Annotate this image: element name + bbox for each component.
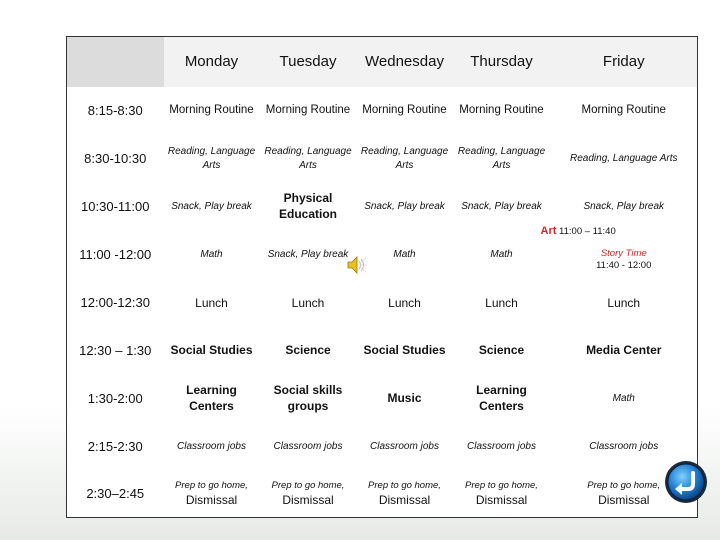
activity-cell: Classroom jobs [370,440,439,452]
activity-cell: Snack, Play break [364,200,445,212]
activity-cell [260,471,357,518]
dismissal-text: Dismissal [185,492,238,507]
art-line [541,225,616,237]
activity-cell: Science [285,342,331,357]
prep-text: Prep to go home, [587,480,661,492]
time-cell: 8:15-8:30 [87,103,143,118]
activity-cell: Social skills groups [273,382,343,413]
header-row [67,37,698,87]
activity-cell: Lunch [607,295,641,310]
day-monday: Monday [164,37,260,87]
time-cell: 12:30 – 1:30 [79,343,152,358]
day-tuesday: Tuesday [260,37,357,87]
dismissal-text: Dismissal [475,492,528,507]
story-label: Story Time [600,247,647,259]
art-label: Art [540,224,557,237]
activity-cell: Music [387,390,422,405]
activity-cell: Learning Centers [476,382,527,413]
activity-cell: Morning Routine [169,104,254,117]
dismissal-text: Dismissal [598,492,650,507]
activity-cell: Classroom jobs [589,440,659,452]
activity-cell: Physical Education [278,190,337,221]
activity-cell: Snack, Play break [267,248,349,260]
day-thursday: Thursday [453,37,551,87]
table-row [67,183,698,231]
time-cell: 2:30–2:45 [86,486,145,502]
schedule-table [66,36,698,518]
activity-cell: Classroom jobs [177,440,246,452]
day-wednesday: Wednesday [357,37,453,87]
dismissal-text: Dismissal [282,492,334,507]
activity-cell: Snack, Play break [171,200,252,212]
activity-cell: Lunch [485,295,518,310]
friday-split [540,224,698,279]
activity-cell [357,471,453,518]
activity-cell: Classroom jobs [467,440,536,452]
activity-cell: Math [612,392,635,404]
activity-cell: Media Center [586,342,662,357]
activity-cell: Morning Routine [581,104,666,117]
activity-cell: Science [478,342,525,357]
activity-cell: Math [490,248,513,260]
activity-cell [164,471,260,518]
table-row [67,471,698,518]
table-row [67,135,698,183]
activity-cell: Reading, Language Arts [360,146,449,171]
day-friday: Friday [551,37,698,87]
prep-text: Prep to go home, [368,480,441,492]
activity-cell: Reading, Language Arts [457,146,546,171]
activity-cell: Lunch [291,295,325,310]
activity-cell: Reading, Language Arts [264,146,352,171]
table-row [67,87,698,135]
activity-cell: Math [393,248,416,260]
table-row [67,279,698,327]
activity-cell: Lunch [195,295,228,310]
story-time: 11:40 - 12:00 [596,260,652,272]
art-time: 11:00 – 11:40 [559,225,616,237]
speaker-icon[interactable] [346,254,368,276]
time-cell: 12:00-12:30 [80,295,150,310]
table-row [67,375,698,423]
activity-cell: Learning Centers [186,382,237,413]
table-row [67,423,698,471]
prep-text: Prep to go home, [175,480,248,492]
activity-cell: Social Studies [170,342,253,357]
activity-cell: Classroom jobs [273,440,343,452]
activity-cell: Morning Routine [265,104,351,117]
activity-cell: Lunch [388,295,421,310]
activity-cell: Reading, Language Arts [167,146,256,171]
activity-cell: Social Studies [363,342,446,357]
friday-split-cell [540,224,698,279]
time-cell: 2:15-2:30 [87,439,143,454]
activity-cell: Snack, Play break [583,200,665,212]
prep-text: Prep to go home, [271,480,345,492]
activity-cell: Reading, Language Arts [570,152,678,164]
return-arrow-icon[interactable] [664,460,708,504]
prep-text: Prep to go home, [465,480,538,492]
activity-cell: Snack, Play break [461,200,542,212]
activity-cell [453,471,551,518]
time-cell: 8:30-10:30 [84,151,147,166]
dismissal-text: Dismissal [378,492,431,507]
time-cell: 11:00 -12:00 [79,247,152,262]
corner-cell [67,37,164,87]
activity-cell: Math [200,248,223,260]
table-row [67,231,698,279]
activity-cell: Morning Routine [459,104,544,117]
activity-cell: Morning Routine [362,104,447,117]
time-cell: 10:30-11:00 [81,199,150,214]
table-row [67,327,698,375]
story-time-block [551,248,698,273]
time-cell: 1:30-2:00 [87,391,143,406]
